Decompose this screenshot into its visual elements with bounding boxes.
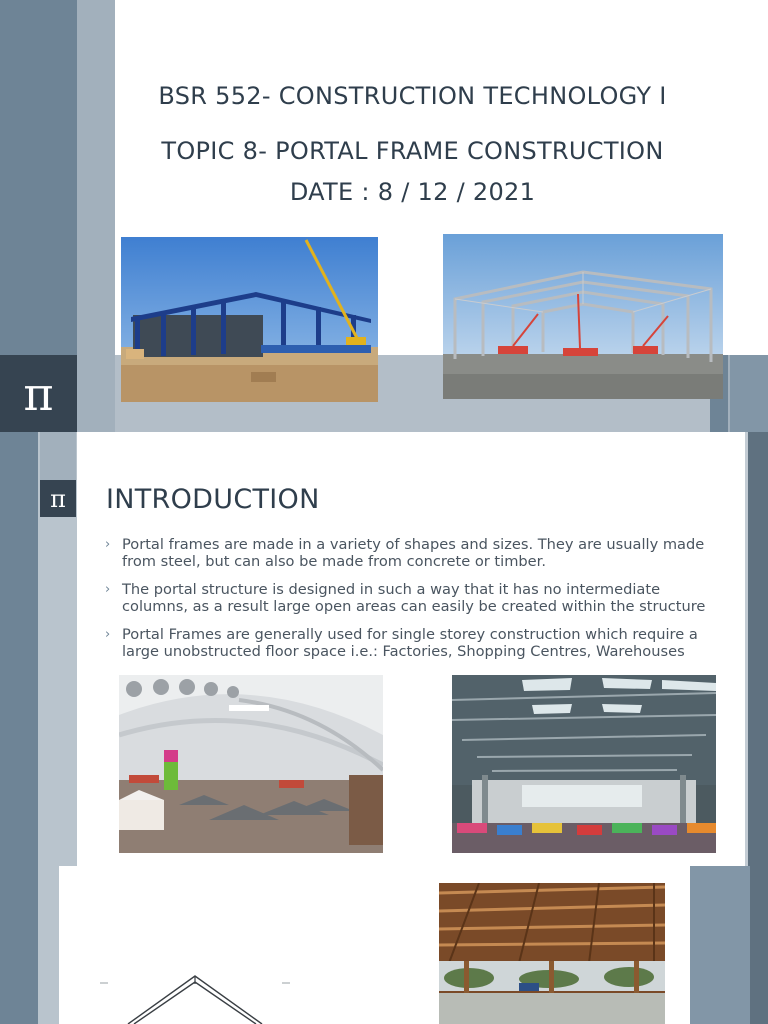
photo-timber-portal-roof [439,883,665,1024]
photo-blue-steel-frame [121,237,378,402]
slide1-left-bar-light [77,0,115,355]
slide3-left-bar-light [38,866,59,1024]
list-item [105,537,730,570]
slide1-pi-icon: π [0,355,77,432]
slide3-left-bar-dark [0,866,38,1024]
chevron-right-icon: › [105,627,111,642]
course-title: BSR 552- CONSTRUCTION TECHNOLOGY I [158,82,667,110]
chevron-right-icon: › [105,582,111,597]
photo-shopping-hall [119,675,383,853]
slide1-left-bar-dark [0,0,77,355]
list-item [105,582,730,615]
topic-title: TOPIC 8- PORTAL FRAME CONSTRUCTION [161,137,664,165]
introduction-heading: INTRODUCTION [106,484,320,515]
portal-frame-line-drawing [100,970,290,1024]
slide2-left-bar-dark [0,432,38,866]
photo-silver-portal-frames [443,234,723,399]
bullet-text: Portal Frames are generally used for single storey construction which require a large unobstructed floor space i.e.: Factories, Shopping Centres, Warehouses [122,626,698,660]
slide2-pi-icon: π [40,480,76,517]
chevron-right-icon: › [105,537,111,552]
slide1-band-accent-right [730,355,768,432]
bullet-text: Portal frames are made in a variety of shapes and sizes. They are usually made from steel, but can also be made from concrete or timber. [122,536,705,570]
date-line: DATE : 8 / 12 / 2021 [289,178,536,206]
bullet-text: The portal structure is designed in such a way that it has no intermediate columns, as a result large open areas can easily be created within the structure [122,581,706,615]
slide3-right-bar-dark [750,866,768,1024]
slide3-right-bar-light [690,866,750,1024]
slide2-left-bar-accent [40,432,76,480]
slide2-right-bar [748,432,768,866]
photo-warehouse-interior [452,675,716,853]
intro-bullet-list [105,537,730,672]
list-item [105,627,730,660]
